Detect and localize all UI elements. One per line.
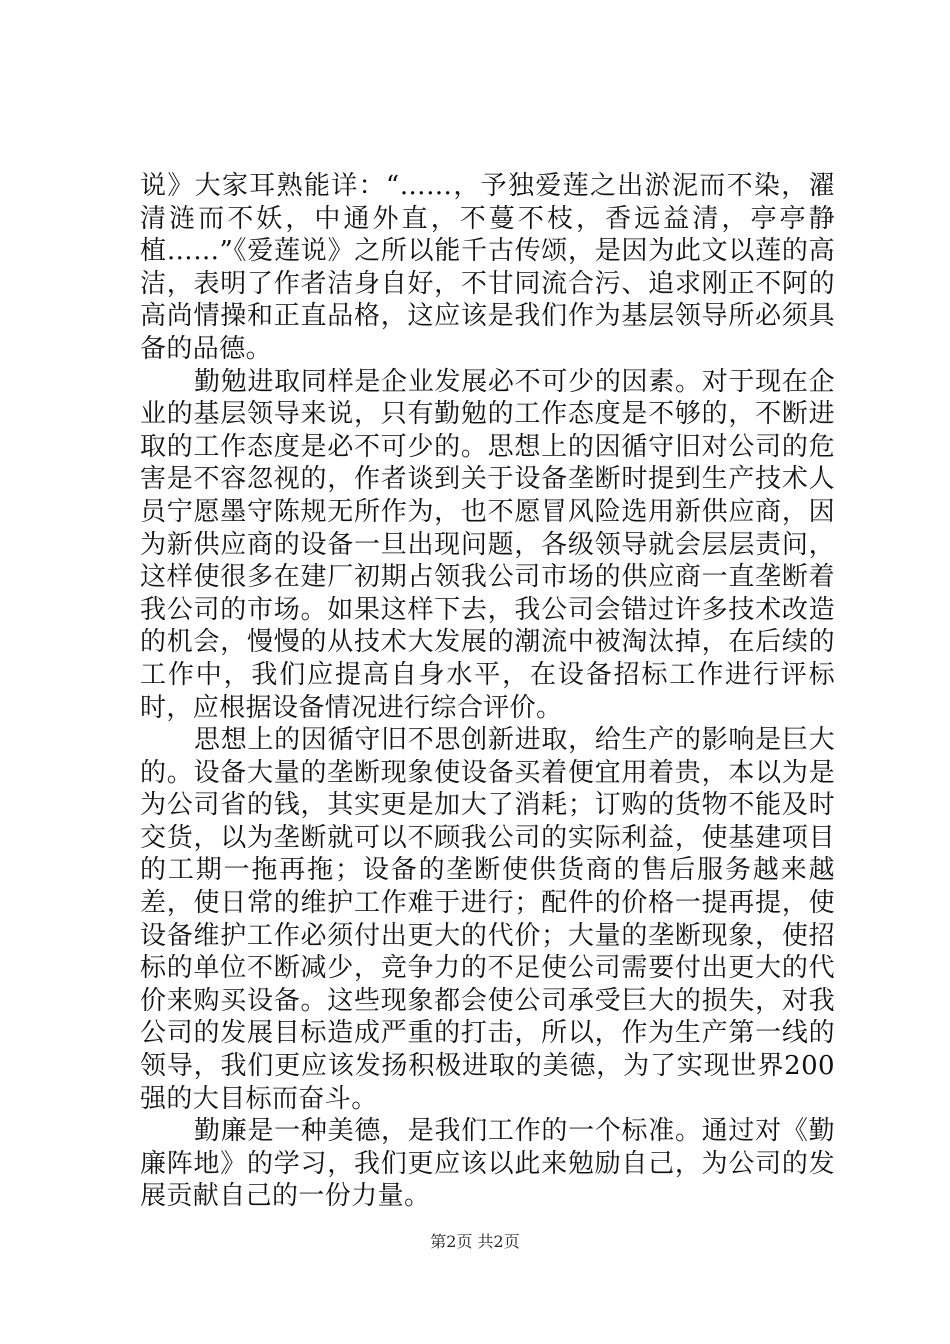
paragraph-continuation: 说》大家耳熟能详：“……，予独爱莲之出淤泥而不染，濯清涟而不妖，中通外直，不蔓不枝，香远益清，亭亭静植……”《爱莲说》之所以能千古传颂，是因为此文以莲的高洁，表明了作者洁身自好，不甘同流合污、追求刚正不阿的高尚情操和正直品格，这应该是我们作为基层领导所必须具备的品德。 — [140, 171, 835, 364]
page-footer: 第2页 共2页 — [430, 1232, 520, 1251]
paragraph-monopoly-impact: 思想上的因循守旧不思创新进取，给生产的影响是巨大的。设备大量的垄断现象使设备买着便宜用着贵，本以为是为公司省的钱，其实更是加大了消耗；订购的货物不能及时交货，以为垄断就可以不顾我公司的实际利益，使基建项目的工期一拖再拖；设备的垄断使供货商的售后服务越来越差，使日常的维护工作难于进行；配件的价格一提再提，使设备维护工作必须付出更大的代价；大量的垄断现象，使招标的单位不断减少，竞争力的不足使公司需要付出更大的代价来购买设备。这些现象都会使公司承受巨大的损失，对我公司的发展目标造成严重的打击，所以，作为生产第一线的领导，我们更应该发扬积极进取的美德，为了实现世界200强的大目标而奋斗。 — [140, 725, 835, 1114]
paragraph-conclusion: 勤廉是一种美德，是我们工作的一个标准。通过对《勤廉阵地》的学习，我们更应该以此来勉励自己，为公司的发展贡献自己的一份力量。 — [140, 1116, 835, 1212]
document-body — [140, 170, 835, 1213]
paragraph-diligence: 勤勉进取同样是企业发展必不可少的因素。对于现在企业的基层领导来说，只有勤勉的工作态度是不够的，不断进取的工作态度是必不可少的。思想上的因循守旧对公司的危害是不容忽视的，作者谈到关于设备垄断时提到生产技术人员宁愿墨守陈规无所作为，也不愿冒风险选用新供应商，因为新供应商的设备一旦出现问题，各级领导就会层层责问，这样使很多在建厂初期占领我公司市场的供应商一直垄断着我公司的市场。如果这样下去，我公司会错过许多技术改造的机会，慢慢的从技术大发展的潮流中被淘汰掉，在后续的工作中，我们应提高自身水平，在设备招标工作进行评标时，应根据设备情况进行综合评价。 — [140, 366, 835, 723]
